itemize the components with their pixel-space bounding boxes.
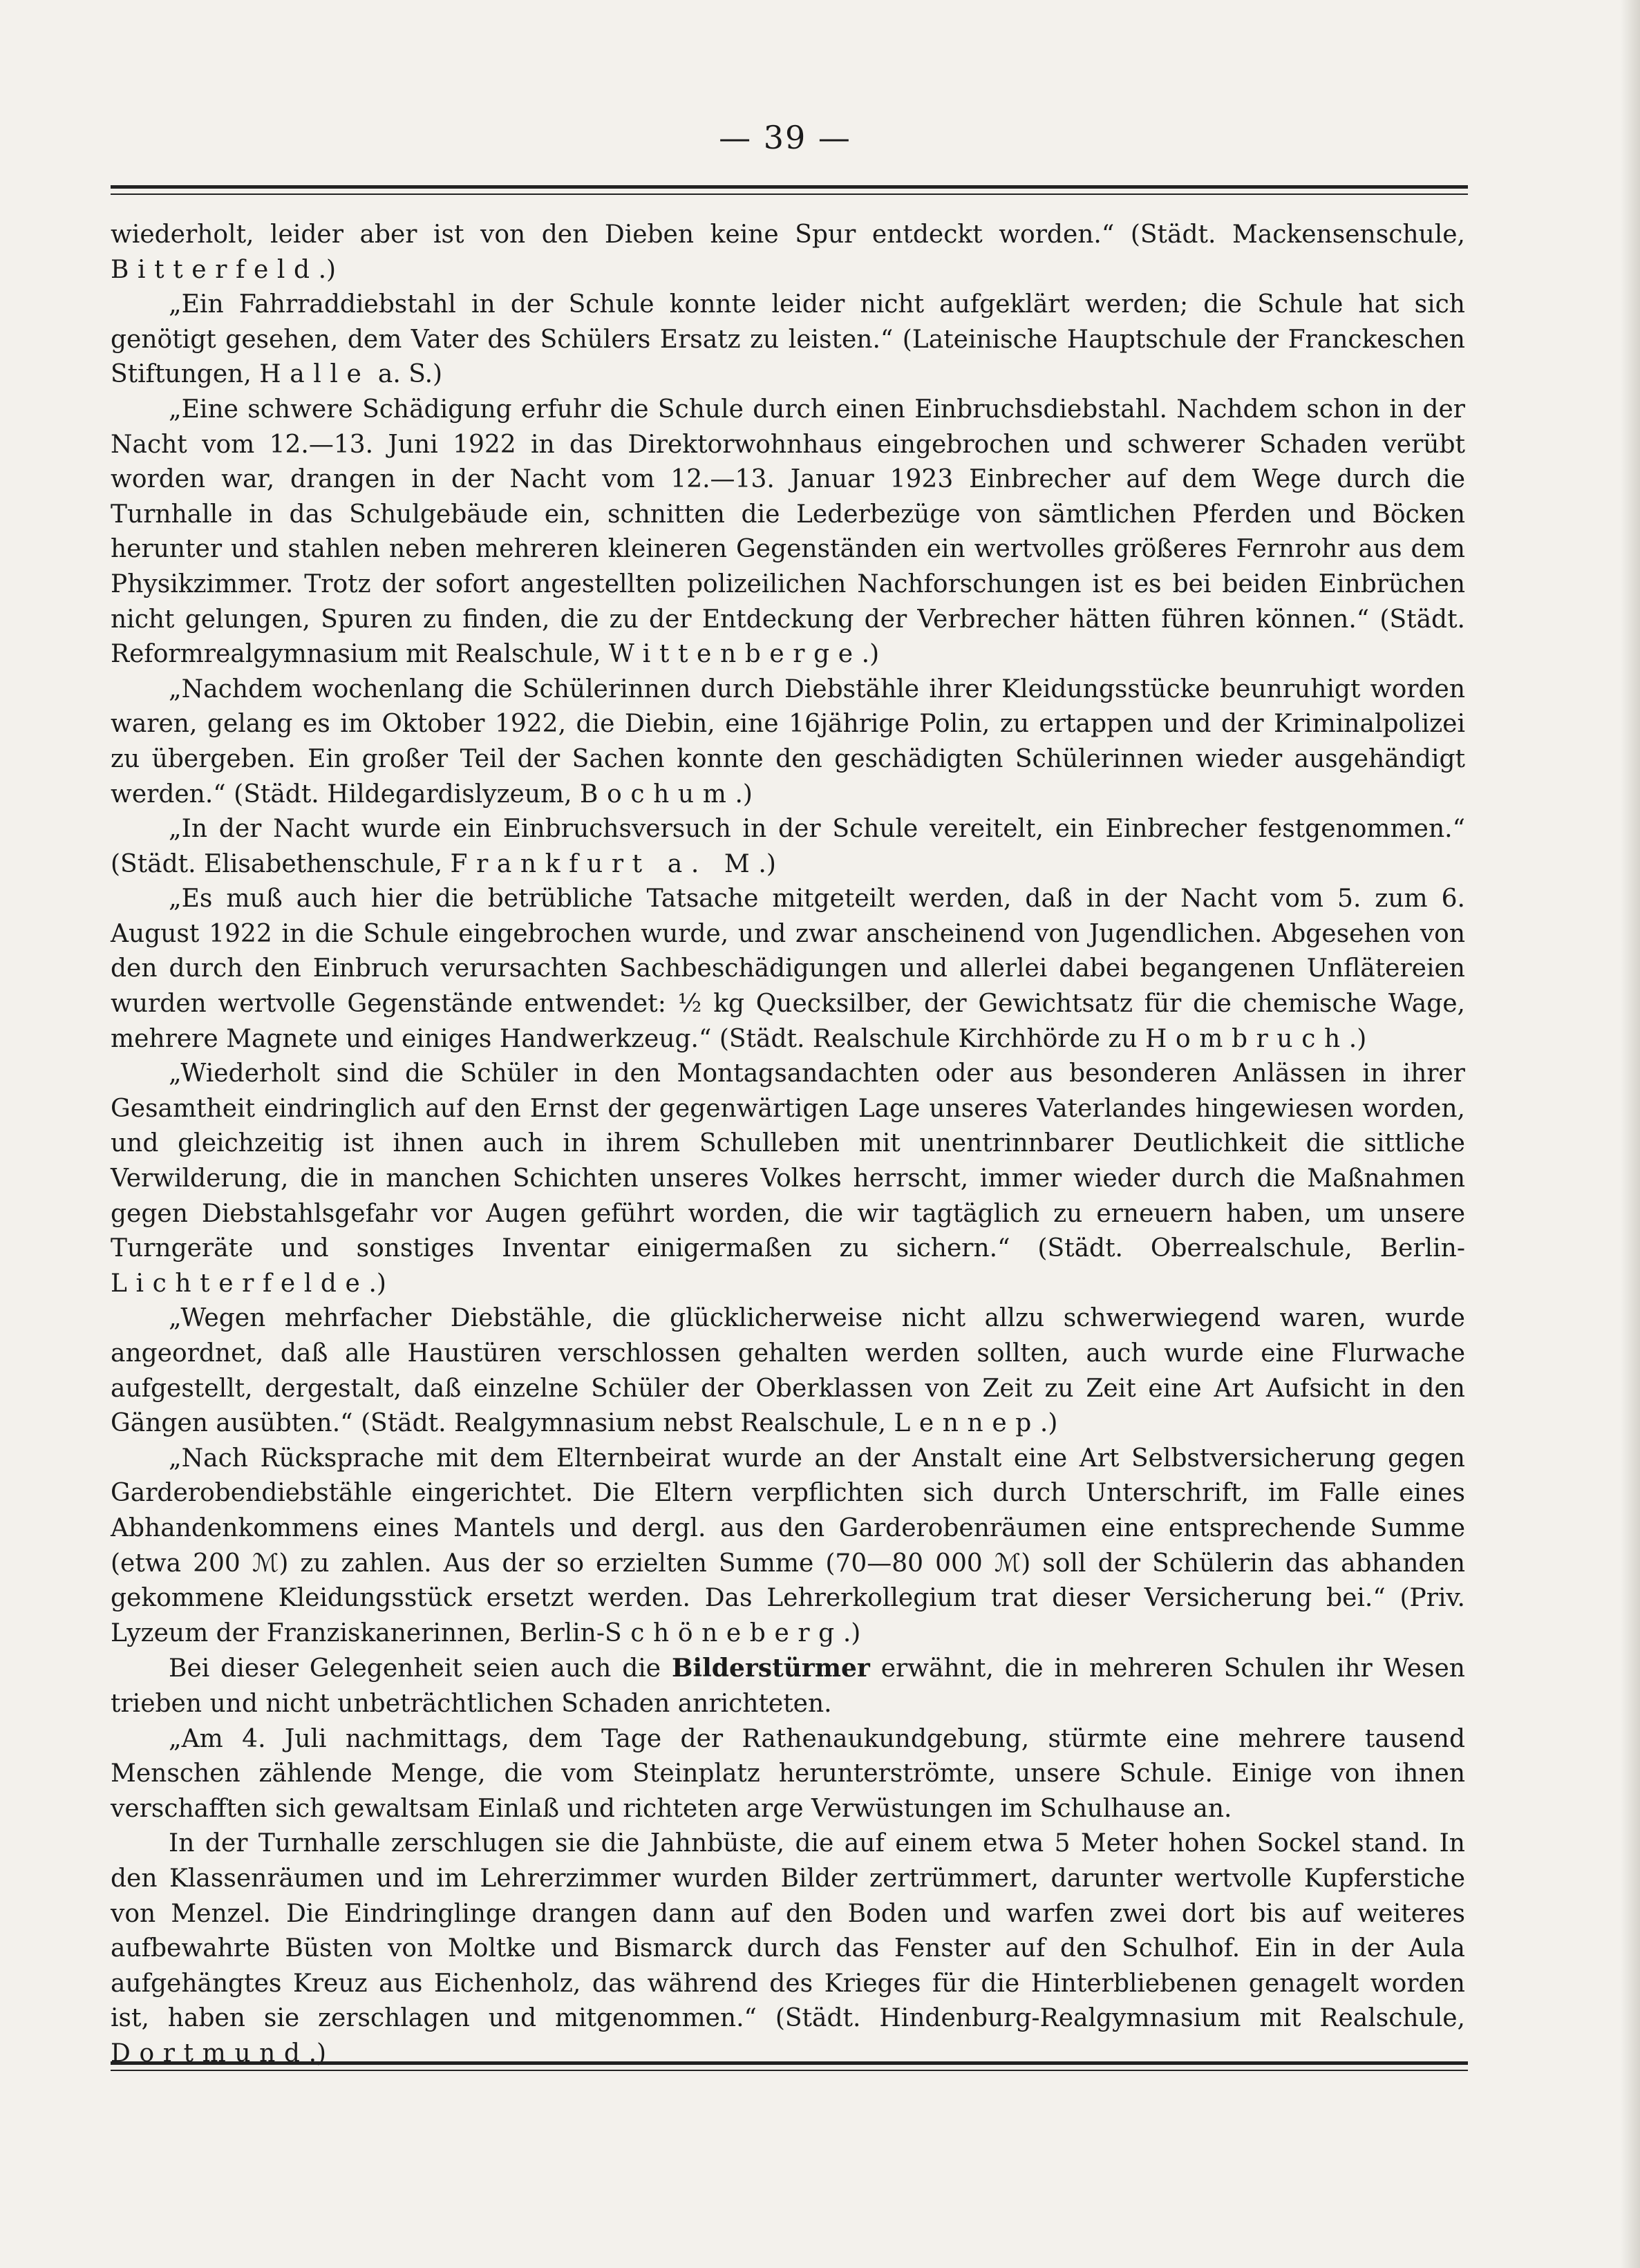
paragraph xyxy=(111,393,1465,672)
text-run: „Es muß auch hier die betrübliche Tatsache mitgeteilt werden, daß in der Nacht vom 5. zum 6. August 1922 in die Schule eingebrochen wurde, und zwar anscheinend von Jugendlichen. Abgesehen von den durch den Einbruch verursachten Sachbeschädigungen und allerlei dabei begangenen Unflätereien wurden wertvolle Gegenstände entwendet: ½ kg Quecksilber, der Gewichtsatz für die chemische Wage, mehrere Magnete und einiges Handwerkzeug.“ (Städt. Realschule Kirchhörde zu xyxy=(111,885,1465,1053)
place-name: Halle xyxy=(259,360,370,389)
body-text xyxy=(111,218,1465,2071)
text-run: „Am 4. Juli nachmittags, dem Tage der Rathenaukundgebung, stürmte eine mehrere tausend Menschen zählende Menge, die vom Steinplatz herunterströmte, unsere Schule. Einige von ihnen verschafften sich gewaltsam Einlaß und richteten arge Verwüstungen im Schulhause an. xyxy=(111,1724,1465,1823)
text-run: „Nach Rücksprache mit dem Elternbeirat wurde an der Anstalt eine Art Selbstversicherung gegen Garderobendiebstähle eingerichtet. Die Eltern verpflichten sich durch Unterschrift, im Falle eines Abhandenkommens eines Mantels und dergl. aus den Garderobenräumen eine entsprechende Summe (etwa 200 ℳ) zu zahlen. Aus der so erzielten Summe (70—80 000 ℳ) soll der Schülerin das abhanden gekommene Kleidungsstück ersetzt werden. Das Lehrerkollegium trat dieser Versicherung bei.“ (Priv. Lyzeum der Franziskanerinnen, Berlin- xyxy=(111,1444,1465,1647)
text-run: .) xyxy=(318,255,337,284)
page-edge-shadow xyxy=(1621,0,1640,2268)
text-run: .) xyxy=(842,1618,861,1647)
paragraph xyxy=(111,1826,1465,2071)
emphasized-term: Bilderstürmer xyxy=(672,1654,870,1683)
text-run: .) xyxy=(758,849,776,878)
paragraph xyxy=(111,812,1465,882)
paragraph xyxy=(111,1057,1465,1301)
paragraph xyxy=(111,1651,1465,1721)
paragraph xyxy=(111,1722,1465,1827)
place-name: Frankfurt a. M xyxy=(450,849,759,878)
place-name: Schöneberg xyxy=(605,1618,843,1647)
paragraph xyxy=(111,1301,1465,1441)
paragraph xyxy=(111,1442,1465,1652)
paragraph xyxy=(111,218,1465,287)
text-run: „Eine schwere Schädigung erfuhr die Schule durch einen Einbruchsdiebstahl. Nachdem schon in der Nacht vom 12.—13. Juni 1922 in das Direktorwohnhaus eingebrochen und schwerer Schaden verübt worden war, drangen in der Nacht vom 12.—13. Januar 1923 Einbrecher auf dem Wege durch die Turnhalle in das Schulgebäude ein, schnitten die Lederbezüge von sämtlichen Pferden und Böcken herunter und stahlen neben mehreren kleineren Gegenständen ein wertvolles größeres Fernrohr aus dem Physikzimmer. Trotz der sofort angestellten polizeilichen Nachforschungen ist es bei beiden Einbrüchen nicht gelungen, Spuren zu finden, die zu der Entdeckung der Verbrecher hätten führen können.“ (Städt. Reformrealgymnasium mit Realschule, xyxy=(111,395,1465,669)
text-run: „Wegen mehrfacher Diebstähle, die glücklicherweise nicht allzu schwerwiegend waren, wurde angeordnet, daß alle Haustüren verschlossen gehalten werden sollten, auch wurde eine Flurwache aufgestellt, dergestalt, daß einzelne Schüler der Oberklassen von Zeit zu Zeit eine Art Aufsicht in den Gängen ausübten.“ (Städt. Realgymnasium nebst Realschule, xyxy=(111,1304,1465,1438)
paragraph xyxy=(111,672,1465,812)
text-run: „Ein Fahrraddiebstahl in der Schule konnte leider nicht aufgeklärt werden; die Schule hat sich genötigt gesehen, dem Vater des Schülers Ersatz zu leisten.“ (Lateinische Hauptschule der Franckeschen Stiftungen, xyxy=(111,290,1465,389)
text-run: .) xyxy=(1348,1024,1367,1053)
paragraph xyxy=(111,287,1465,393)
place-name: Bitterfeld xyxy=(111,255,319,284)
paragraph xyxy=(111,882,1465,1057)
place-name: Lichterfelde xyxy=(111,1269,369,1298)
text-run: a. S.) xyxy=(370,360,443,389)
text-run: .) xyxy=(368,1269,386,1298)
place-name: Dortmund xyxy=(111,2039,309,2068)
text-run: .) xyxy=(861,640,880,669)
footer-double-rule xyxy=(111,2061,1468,2071)
place-name: Bochum xyxy=(580,779,735,809)
place-name: Lennep xyxy=(894,1409,1040,1438)
text-run: .) xyxy=(1039,1409,1058,1438)
text-run: wiederholt, leider aber ist von den Dieben keine Spur entdeckt worden.“ (Städt. Mackensenschule, xyxy=(111,220,1465,249)
place-name: Wittenberge xyxy=(608,640,862,669)
text-run: „Wiederholt sind die Schüler in den Montagsandachten oder aus besonderen Anlässen in ihrer Gesamtheit eindringlich auf den Ernst der gegenwärtigen Lage unseres Vaterlandes hingewiesen worden, und gleichzeitig ist ihnen auch in ihrem Schulleben mit unentrinnbarer Deutlichkeit die sittliche Verwilderung, die in manchen Schichten unseres Volkes herrscht, immer wieder durch die Maßnahmen gegen Diebstahlsgefahr vor Augen geführt worden, die wir tagtäglich zu erneuern haben, um unsere Turngeräte und sonstiges Inventar einigermaßen zu sichern.“ (Städt. Oberrealschule, Berlin- xyxy=(111,1059,1465,1263)
text-run: Bei dieser Gelegenheit seien auch die xyxy=(169,1654,672,1683)
text-run: .) xyxy=(735,779,753,809)
header-double-rule xyxy=(111,185,1468,195)
text-run: „In der Nacht wurde ein Einbruchsversuch in der Schule vereitelt, ein Einbrecher festgenommen.“ (Städt. Elisabethenschule, xyxy=(111,815,1465,878)
text-run: .) xyxy=(308,2039,327,2068)
page-number: — 39 — xyxy=(719,119,851,156)
text-run: In der Turnhalle zerschlugen sie die Jahnbüste, die auf einem etwa 5 Meter hohen Sockel stand. In den Klassenräumen und im Lehrerzimmer wurden Bilder zertrümmert, darunter wertvolle Kupferstiche von Menzel. Die Eindringlinge drangen dann auf den Boden und warfen zwei dort bis auf weiteres aufbewahrte Büsten von Moltke und Bismarck durch das Fenster auf den Schulhof. Ein in der Aula aufgehängtes Kreuz aus Eichenholz, das während des Krieges für die Hinterbliebenen genagelt worden ist, haben sie zerschlagen und mitgenommen.“ (Städt. Hindenburg-Realgymnasium mit Realschule, xyxy=(111,1829,1465,2033)
text-run: erwähnt, die in mehreren Schulen ihr Wesen trieben und nicht unbeträchtlichen Schaden anrichteten. xyxy=(111,1654,1465,1718)
text-run: „Nachdem wochenlang die Schülerinnen durch Diebstähle ihrer Kleidungsstücke beunruhigt worden waren, gelang es im Oktober 1922, die Diebin, eine 16jährige Polin, zu ertappen und der Kriminalpolizei zu übergeben. Ein großer Teil der Sachen konnte den geschädigten Schülerinnen wieder ausgehändigt werden.“ (Städt. Hildegardislyzeum, xyxy=(111,674,1465,809)
place-name: Hombruch xyxy=(1144,1024,1349,1053)
